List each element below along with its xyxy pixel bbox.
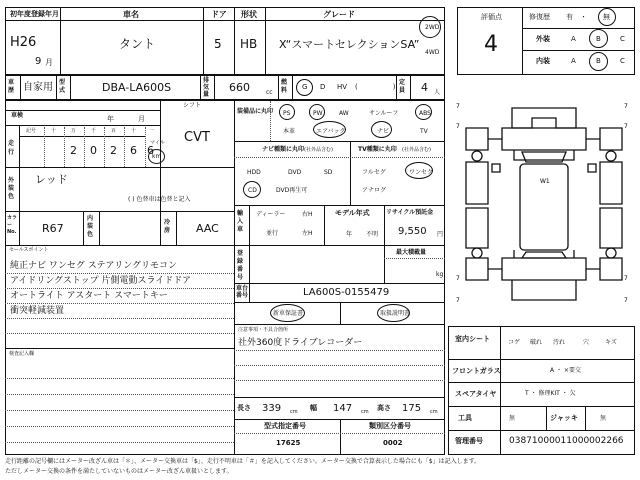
recycle-label: リサイクル預託金 bbox=[386, 209, 434, 216]
import-right: 右H bbox=[302, 211, 313, 218]
fuel-label: 燃料 bbox=[281, 79, 288, 94]
corner-7: 7 bbox=[456, 103, 460, 110]
footer-line-2: ただしメーター交換の条件を満たしていないものはメーター改ざん車扱いとします。 bbox=[5, 468, 233, 475]
length: 339 bbox=[262, 403, 282, 414]
mileage-digit: 2 bbox=[110, 144, 117, 157]
corner-7: 7 bbox=[456, 123, 460, 130]
repair-dot: ・ bbox=[580, 13, 587, 21]
height: 175 bbox=[402, 403, 422, 414]
col-divider bbox=[249, 283, 250, 302]
eq-divider bbox=[270, 101, 271, 141]
eq-aw: AW bbox=[339, 110, 349, 117]
row-divider bbox=[234, 141, 445, 142]
capacity: 4 bbox=[421, 81, 428, 94]
nav-title: ナビ種類に丸印 bbox=[262, 146, 305, 153]
km-unit: km bbox=[152, 153, 162, 160]
fuel-g: G bbox=[302, 83, 308, 91]
doors-label: ドア bbox=[211, 10, 227, 19]
ruled-line bbox=[384, 258, 445, 259]
row-divider bbox=[234, 283, 445, 284]
spare-value: T ・ 修理KIT ・ 欠 bbox=[525, 390, 576, 397]
corner-7: 7 bbox=[456, 275, 460, 282]
cc-unit: cc bbox=[266, 89, 273, 96]
col-divider bbox=[340, 302, 341, 324]
eq-pw: PW bbox=[313, 110, 323, 117]
col-divider bbox=[19, 211, 20, 245]
col-divider bbox=[20, 75, 21, 100]
reg-era: H26 bbox=[10, 35, 37, 50]
class-no: 0002 bbox=[383, 439, 403, 447]
import-left: 左H bbox=[302, 230, 313, 237]
footer-line-1: 走行距離の記号欄にはメーター改ざん車は「＊」、メーター交換車は「$」、走行不明車は「＃」を記入してください。メーター交換で合算表示した場合にも「$」は記入します。 bbox=[5, 458, 481, 465]
ruled-line bbox=[234, 350, 445, 351]
shift-value: CVT bbox=[184, 130, 210, 145]
repair-yes: 有 bbox=[566, 13, 573, 21]
score-divider bbox=[522, 7, 523, 75]
digit-label: 十 bbox=[131, 128, 137, 134]
col-divider bbox=[249, 205, 250, 245]
col-divider bbox=[265, 7, 266, 75]
digit-label: 記号 bbox=[26, 128, 37, 134]
row-divider bbox=[448, 406, 635, 407]
usage-label: 車歴 bbox=[8, 79, 15, 94]
width-unit: cm bbox=[361, 409, 369, 415]
front-glass-label: フロントガラス bbox=[452, 367, 501, 375]
nav-sd: SD bbox=[324, 169, 333, 176]
recycle-value: 9,550 bbox=[398, 226, 427, 237]
eq-pw-circle bbox=[309, 104, 325, 120]
col-divider bbox=[83, 211, 84, 245]
row-divider bbox=[234, 205, 445, 206]
seat-item: コゲ bbox=[508, 339, 521, 346]
header-divider bbox=[5, 20, 445, 21]
max-load-label: 最大積載量 bbox=[396, 249, 427, 256]
kg-unit: kg bbox=[436, 271, 444, 278]
int-b: B bbox=[596, 57, 601, 65]
row-divider bbox=[448, 382, 635, 383]
ruled-line bbox=[5, 303, 234, 304]
tv-oneseg-circle bbox=[405, 162, 433, 179]
col-divider bbox=[234, 7, 235, 75]
digit-divider bbox=[44, 127, 45, 167]
eq-leather: 本革 bbox=[283, 128, 296, 135]
jack-value: 無 bbox=[600, 415, 607, 422]
interior-color-label: 内装色 bbox=[87, 215, 94, 238]
score-value: 4 bbox=[484, 32, 498, 57]
corner-7: 7 bbox=[624, 297, 628, 304]
col-divider bbox=[249, 245, 250, 283]
eq-navi-circle bbox=[371, 121, 392, 138]
car-name: タント bbox=[119, 37, 156, 51]
ac-value: AAC bbox=[196, 222, 219, 235]
model-label: 型式 bbox=[59, 79, 66, 94]
exterior-label: 外装 bbox=[536, 35, 550, 43]
col-divider bbox=[56, 75, 57, 100]
sales-line: 衝突軽減装置 bbox=[10, 306, 65, 316]
eq-sunroof: サンルーフ bbox=[369, 110, 399, 117]
reg-month: 9 bbox=[35, 56, 42, 67]
shape-label: 形状 bbox=[241, 10, 257, 19]
row-divider bbox=[5, 245, 234, 246]
sales-line: オートライト アスタート スマートキー bbox=[10, 291, 168, 301]
ruled-line bbox=[5, 273, 234, 274]
col-divider bbox=[234, 100, 235, 455]
mile-unit: マイル bbox=[150, 140, 165, 146]
col-divider bbox=[384, 205, 385, 245]
row-divider bbox=[448, 430, 635, 431]
digit-divider bbox=[124, 127, 125, 167]
eq-navi: ナビ bbox=[377, 128, 390, 135]
col-divider bbox=[214, 75, 215, 100]
ruled-line bbox=[5, 394, 234, 395]
tv-oneseg: ワンセグ bbox=[409, 169, 434, 176]
ruled-line bbox=[5, 318, 234, 319]
digit-label: 一 bbox=[149, 128, 155, 134]
tv-title: TV種類に丸印 bbox=[358, 146, 397, 153]
car-name-label: 車名 bbox=[123, 10, 139, 19]
nav-hdd: HDD bbox=[247, 169, 261, 176]
eq-airbag: エアバック bbox=[316, 128, 346, 135]
color-note: ( ) 色替車は色替と記入 bbox=[128, 196, 191, 203]
displacement: 660 bbox=[229, 81, 250, 94]
col-divider bbox=[176, 211, 177, 245]
row-divider bbox=[5, 110, 160, 111]
row-divider bbox=[234, 245, 445, 246]
digit-divider bbox=[64, 127, 65, 167]
digit-divider bbox=[104, 127, 105, 167]
color-no: R67 bbox=[42, 222, 64, 235]
col-divider bbox=[19, 167, 20, 211]
model-year-unknown: 不明 bbox=[366, 231, 379, 238]
ac-label: 冷房 bbox=[164, 219, 171, 234]
tv-fullseg: フルセグ bbox=[362, 169, 386, 176]
eq-abs-circle bbox=[415, 104, 432, 120]
col-divider bbox=[278, 75, 279, 100]
row-divider bbox=[448, 359, 635, 360]
shape: HB bbox=[240, 37, 258, 51]
ruled-line bbox=[234, 157, 445, 158]
eq-ps-circle bbox=[279, 104, 295, 120]
seat-item: キズ bbox=[605, 339, 617, 346]
col-divider bbox=[546, 406, 547, 430]
corner-7: 7 bbox=[624, 123, 628, 130]
col-divider bbox=[396, 75, 397, 100]
col-divider bbox=[60, 7, 61, 75]
fuel-circle bbox=[296, 79, 313, 96]
mileage-digit: 6 bbox=[147, 144, 154, 157]
fuel-d: D bbox=[320, 83, 326, 91]
fuel-paren: ( ) bbox=[355, 83, 396, 91]
jack-label: ジャッキ bbox=[550, 414, 578, 422]
col-divider bbox=[19, 125, 20, 167]
repair-no: 無 bbox=[603, 13, 610, 21]
mileage-digit: 0 bbox=[90, 144, 97, 157]
row-divider bbox=[5, 348, 234, 349]
grade: X“スマートセレクションSA” bbox=[279, 38, 420, 51]
corner-7: 7 bbox=[456, 297, 460, 304]
ruled-line bbox=[5, 410, 234, 411]
eq-ps: PS bbox=[283, 110, 291, 117]
equipment-label: 装備品に丸印 bbox=[237, 108, 274, 115]
col-divider bbox=[292, 75, 293, 100]
length-unit: cm bbox=[290, 409, 298, 415]
height-label: 高さ bbox=[377, 404, 391, 412]
row-divider bbox=[5, 125, 160, 126]
drive-4wd: 4WD bbox=[425, 49, 440, 56]
type-no-label: 型式指定番号 bbox=[264, 422, 306, 430]
mileage-digit: 2 bbox=[70, 144, 77, 157]
ruled-line bbox=[234, 380, 445, 381]
col-divider bbox=[410, 75, 411, 100]
digit-divider bbox=[84, 127, 85, 167]
row-divider bbox=[5, 211, 234, 212]
inspection-year: 年 bbox=[107, 115, 114, 123]
fuel-hv: HV bbox=[337, 83, 348, 91]
ruled-line bbox=[5, 426, 234, 427]
capacity-unit: 人 bbox=[434, 89, 441, 96]
doors: 5 bbox=[214, 37, 222, 51]
col-divider bbox=[350, 141, 351, 205]
col-divider bbox=[585, 406, 586, 430]
color-label: 外装色 bbox=[8, 177, 15, 200]
nav-cd: CD bbox=[248, 187, 257, 194]
ruled-line bbox=[234, 433, 445, 434]
notes-text: 社外360度ドライブレコーダー bbox=[238, 338, 363, 348]
row-divider bbox=[5, 167, 234, 168]
import-dealer: ディーラー bbox=[256, 211, 286, 218]
tv-analog: アナログ bbox=[362, 187, 387, 194]
sales-line: 純正ナビ ワンセグ ステアリングリモコン bbox=[10, 261, 178, 271]
type-no: 17625 bbox=[276, 439, 301, 447]
seat-item: 汚れ bbox=[553, 339, 566, 346]
sales-line: アイドリングストップ 片側電動スライドドア bbox=[10, 276, 191, 286]
yen-unit: 円 bbox=[437, 231, 444, 238]
width: 147 bbox=[333, 403, 353, 414]
usage: 自家用 bbox=[23, 82, 53, 93]
reg-month-unit: 月 bbox=[45, 58, 53, 67]
car-damage-diagram bbox=[452, 88, 635, 321]
reg-year-label: 初年度登録年月 bbox=[10, 10, 59, 18]
import-label: 輸入車 bbox=[237, 210, 244, 233]
ext-c: C bbox=[620, 35, 625, 43]
sales-points-label: セールスポイント bbox=[9, 247, 49, 253]
int-c: C bbox=[620, 57, 625, 65]
notes-label: 注意事項・不具合箇所 bbox=[238, 327, 289, 333]
ruled-line bbox=[5, 288, 234, 289]
nav-dvd-play: DVD再生可 bbox=[276, 187, 308, 194]
row-divider bbox=[234, 324, 445, 325]
col-divider bbox=[203, 7, 204, 75]
shift-label: シフト bbox=[183, 102, 202, 109]
mileage-label: 走行 bbox=[8, 140, 15, 156]
ruled-line bbox=[5, 378, 234, 379]
exterior-circle bbox=[589, 29, 608, 48]
inspection-label: 車検 bbox=[11, 112, 24, 119]
new-warranty-circle bbox=[270, 304, 305, 322]
manual-circle bbox=[377, 304, 410, 322]
nav-cd-circle bbox=[243, 181, 261, 198]
tools-label: 工具 bbox=[458, 414, 472, 422]
eq-airbag-circle bbox=[313, 121, 346, 138]
digit-label: 千 bbox=[91, 128, 97, 134]
col-divider bbox=[70, 75, 71, 100]
ext-b: B bbox=[596, 35, 601, 43]
col-divider bbox=[324, 205, 325, 245]
seat-item: 穴 bbox=[583, 339, 590, 346]
inspector-label: 検査記入欄 bbox=[9, 351, 35, 357]
col-divider bbox=[200, 75, 201, 100]
row-divider bbox=[19, 136, 146, 137]
seat-label: 室内シート bbox=[455, 335, 490, 343]
height-unit: cm bbox=[430, 409, 438, 415]
col-divider bbox=[340, 419, 341, 455]
color-value: レッド bbox=[35, 173, 68, 186]
width-label: 幅 bbox=[310, 404, 317, 412]
drive-circle bbox=[419, 16, 441, 38]
digit-divider bbox=[145, 127, 146, 167]
tv-paren: (社外品含む) bbox=[402, 147, 431, 153]
model: DBA-LA600S bbox=[102, 81, 172, 94]
ruled-line bbox=[5, 442, 234, 443]
eq-tv: TV bbox=[420, 128, 428, 135]
col-divider bbox=[160, 211, 161, 245]
new-warranty: 新車保証書 bbox=[273, 310, 304, 317]
repair-circle bbox=[598, 8, 616, 26]
manual: 取扱説明書 bbox=[380, 310, 411, 317]
int-a: A bbox=[571, 57, 576, 65]
model-year-label: モデル年式 bbox=[335, 209, 370, 217]
length-label: 長さ bbox=[237, 404, 251, 412]
eq-abs: ABS bbox=[419, 110, 431, 117]
interior-circle bbox=[589, 52, 608, 71]
inspection-month: 月 bbox=[138, 115, 145, 123]
row-divider bbox=[234, 397, 445, 398]
digit-label: 百 bbox=[111, 128, 117, 134]
mileage-digit: 6 bbox=[130, 144, 137, 157]
col-divider bbox=[384, 245, 385, 283]
col-divider bbox=[99, 211, 100, 245]
km-circle bbox=[148, 149, 165, 164]
capacity-label: 定員 bbox=[399, 79, 406, 94]
score-label: 評価点 bbox=[481, 13, 502, 21]
col-divider bbox=[500, 326, 501, 455]
digit-label: 万 bbox=[71, 128, 77, 134]
ruled-line bbox=[5, 333, 234, 334]
reg-no-label: 登録番号 bbox=[237, 250, 244, 281]
score-row bbox=[522, 50, 635, 51]
class-no-label: 類別区分番号 bbox=[369, 422, 411, 430]
interior-label: 内装 bbox=[536, 57, 550, 65]
spare-label: スペアタイヤ bbox=[455, 390, 497, 398]
corner-7: 7 bbox=[624, 103, 628, 110]
import-parallel: 並行 bbox=[266, 230, 279, 237]
chassis: LA600S-0155479 bbox=[303, 287, 390, 298]
nav-dvd: DVD bbox=[288, 169, 302, 176]
model-year-unit: 年 bbox=[346, 231, 353, 238]
mgmt-label: 管理番号 bbox=[455, 437, 483, 445]
chassis-label: 車台番号 bbox=[236, 285, 249, 299]
ruled-line bbox=[234, 365, 445, 366]
front-glass-value: A ・ ×要交 bbox=[550, 367, 581, 374]
score-row bbox=[522, 28, 635, 29]
displacement-label: 排気量 bbox=[203, 77, 210, 98]
ext-a: A bbox=[571, 35, 576, 43]
digit-label: 十 bbox=[51, 128, 57, 134]
drive-2wd: 2WD bbox=[425, 24, 440, 31]
grade-label: グレード bbox=[323, 10, 355, 19]
corner-7: 7 bbox=[624, 275, 628, 282]
repair-label: 修復歴 bbox=[529, 13, 550, 21]
mgmt-value: 03871000011000002266 bbox=[509, 436, 624, 446]
w1-label: W1 bbox=[540, 178, 550, 185]
tools-value: 無 bbox=[509, 415, 516, 422]
color-no-label: カラーNo. bbox=[7, 215, 18, 235]
nav-paren: (社外品含む) bbox=[304, 147, 333, 153]
seat-item: 破れ bbox=[530, 339, 543, 346]
